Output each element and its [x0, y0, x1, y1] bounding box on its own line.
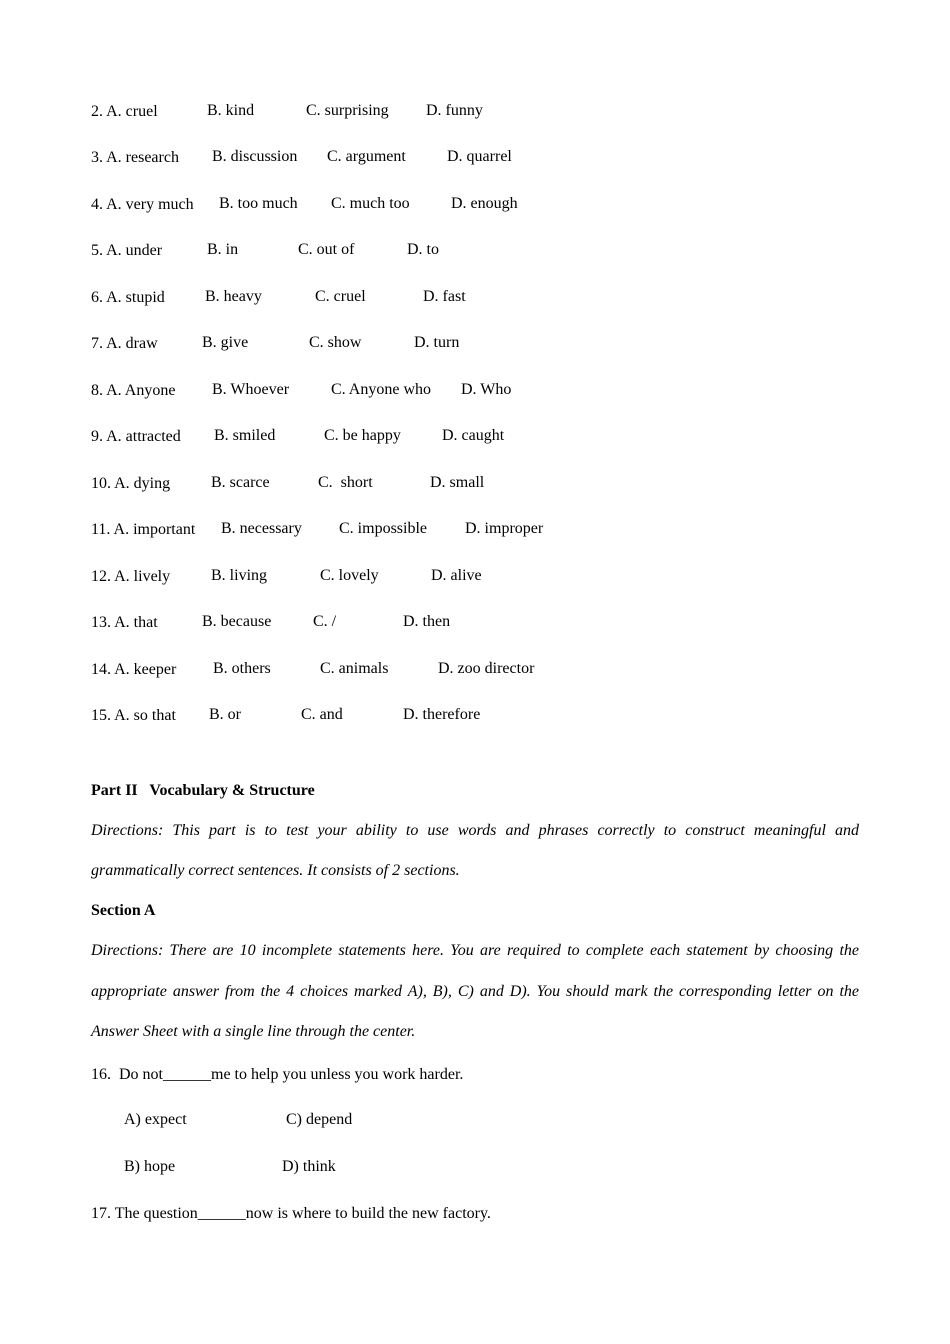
- option-b: B. smiled: [214, 427, 276, 444]
- option-d: D. turn: [414, 334, 460, 351]
- question-17-stem: 17. The question______now is where to build the new factory.: [91, 1205, 491, 1222]
- option-d: D. small: [430, 474, 485, 491]
- option-c: C. argument: [327, 148, 406, 165]
- option-d: D. zoo director: [438, 660, 535, 677]
- option-b: B. discussion: [212, 148, 298, 165]
- option-b: B. living: [211, 567, 268, 584]
- option-a: 3. A. research: [91, 149, 179, 166]
- q16-option-d: D) think: [282, 1158, 336, 1175]
- option-a: 13. A. that: [91, 614, 158, 631]
- option-a: 8. A. Anyone: [91, 382, 176, 399]
- part2-directions-line1: Directions: This part is to test your ability to use words and phrases correctly to construct meaningful and: [91, 822, 859, 839]
- part2-heading: Part II Vocabulary & Structure: [91, 782, 315, 799]
- option-d: D. then: [403, 613, 451, 630]
- option-b: B. others: [213, 660, 271, 677]
- option-a: 7. A. draw: [91, 335, 158, 352]
- sectionA-directions-line1: Directions: There are 10 incomplete statements here. You are required to complete each statement by choosing the: [91, 942, 859, 959]
- option-a: 4. A. very much: [91, 196, 194, 213]
- q16-option-a: A) expect: [124, 1111, 187, 1128]
- option-d: D. to: [407, 241, 439, 258]
- option-c: C. Anyone who: [331, 381, 431, 398]
- option-b: B. Whoever: [212, 381, 290, 398]
- sectionA-heading: Section A: [91, 902, 156, 919]
- option-d: D. improper: [465, 520, 544, 537]
- option-b: B. or: [209, 706, 241, 723]
- option-a: 5. A. under: [91, 242, 163, 259]
- option-c: C. show: [309, 334, 362, 351]
- option-d: D. alive: [431, 567, 482, 584]
- option-a: 10. A. dying: [91, 475, 171, 492]
- option-b: B. give: [202, 334, 249, 351]
- option-b: B. necessary: [221, 520, 302, 537]
- option-b: B. because: [202, 613, 272, 630]
- option-a: 15. A. so that: [91, 707, 176, 724]
- question-16-stem: 16. Do not______me to help you unless you work harder.: [91, 1066, 464, 1083]
- option-a: 6. A. stupid: [91, 289, 165, 306]
- option-c: C. /: [313, 613, 337, 630]
- sectionA-directions-line2: appropriate answer from the 4 choices marked A), B), C) and D). You should mark the corresponding letter on the: [91, 983, 859, 1000]
- option-c: C. lovely: [320, 567, 379, 584]
- option-c: C. be happy: [324, 427, 401, 444]
- option-d: D. enough: [451, 195, 518, 212]
- option-c: C. impossible: [339, 520, 428, 537]
- option-b: B. too much: [219, 195, 298, 212]
- option-b: B. heavy: [205, 288, 262, 305]
- option-b: B. scarce: [211, 474, 270, 491]
- option-a: 2. A. cruel: [91, 103, 158, 120]
- q16-option-c: C) depend: [286, 1111, 353, 1128]
- option-b: B. in: [207, 241, 239, 258]
- option-c: C. cruel: [315, 288, 366, 305]
- option-d: D. caught: [442, 427, 505, 444]
- option-a: 12. A. lively: [91, 568, 171, 585]
- option-c: C. out of: [298, 241, 355, 258]
- option-d: D. quarrel: [447, 148, 512, 165]
- option-c: C. short: [318, 474, 373, 491]
- option-a: 11. A. important: [91, 521, 196, 538]
- option-a: 9. A. attracted: [91, 428, 181, 445]
- option-d: D. therefore: [403, 706, 481, 723]
- part2-directions-line2: grammatically correct sentences. It consists of 2 sections.: [91, 862, 460, 879]
- option-c: C. and: [301, 706, 343, 723]
- option-c: C. much too: [331, 195, 410, 212]
- option-b: B. kind: [207, 102, 255, 119]
- option-d: D. Who: [461, 381, 512, 398]
- option-a: 14. A. keeper: [91, 661, 177, 678]
- option-c: C. animals: [320, 660, 389, 677]
- option-c: C. surprising: [306, 102, 389, 119]
- sectionA-directions-line3: Answer Sheet with a single line through the center.: [91, 1023, 416, 1040]
- q16-option-b: B) hope: [124, 1158, 176, 1175]
- option-d: D. funny: [426, 102, 483, 119]
- option-d: D. fast: [423, 288, 466, 305]
